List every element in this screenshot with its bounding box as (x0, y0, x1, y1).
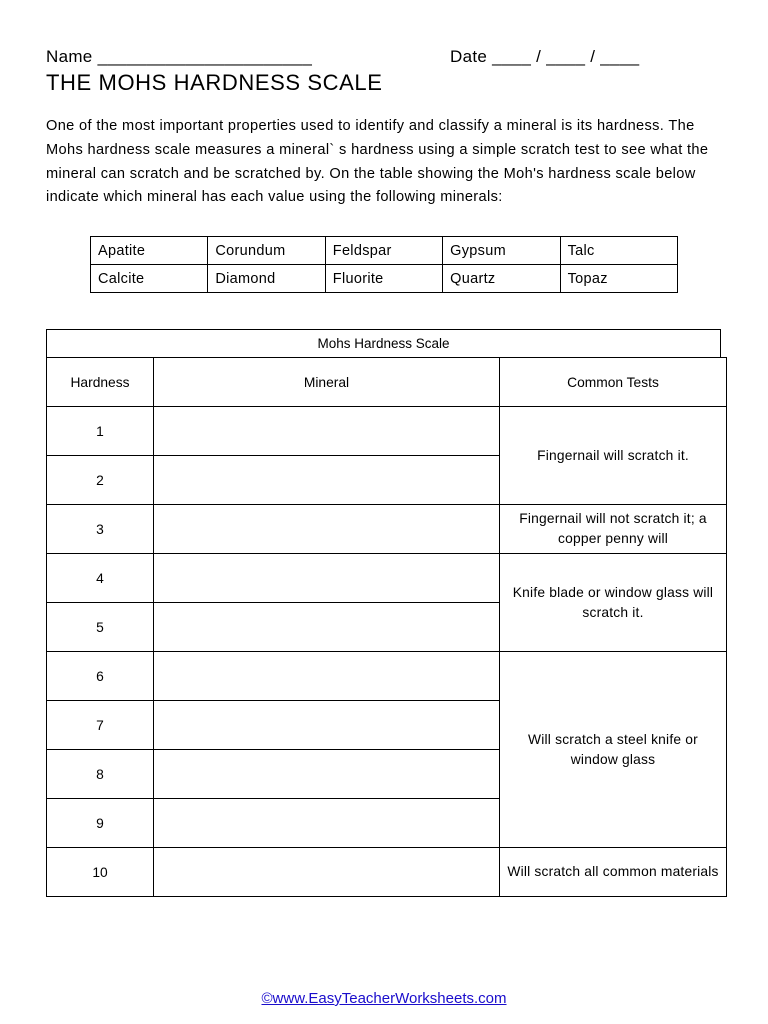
hardness-value: 8 (47, 750, 154, 799)
mineral-answer-cell[interactable] (154, 554, 500, 603)
mineral-cell: Fluorite (325, 265, 442, 293)
mineral-answer-cell[interactable] (154, 701, 500, 750)
mineral-cell: Corundum (208, 237, 325, 265)
mineral-cell: Quartz (443, 265, 560, 293)
common-test-cell: Will scratch all common materials (500, 848, 727, 897)
mineral-cell: Gypsum (443, 237, 560, 265)
hardness-value: 10 (47, 848, 154, 897)
hardness-value: 1 (47, 407, 154, 456)
hardness-scale-table (46, 357, 727, 897)
mineral-answer-cell[interactable] (154, 848, 500, 897)
table-row (47, 848, 727, 897)
table-header-row (47, 358, 727, 407)
name-field-label: Name ______________________ (46, 47, 313, 66)
mineral-list-row (91, 237, 678, 265)
date-field-label: Date ____ / ____ / ____ (450, 47, 640, 66)
mineral-answer-cell[interactable] (154, 505, 500, 554)
footer-website-link[interactable]: ©www.EasyTeacherWorksheets.com (261, 990, 507, 1007)
mineral-cell: Talc (560, 237, 677, 265)
mineral-cell: Feldspar (325, 237, 442, 265)
mineral-answer-cell[interactable] (154, 407, 500, 456)
mineral-cell: Apatite (91, 237, 208, 265)
hardness-value: 2 (47, 456, 154, 505)
mineral-cell: Diamond (208, 265, 325, 293)
mineral-cell: Calcite (91, 265, 208, 293)
page-title: THE MOHS HARDNESS SCALE (46, 70, 383, 95)
intro-paragraph: One of the most important properties used to identify and classify a mineral is its hardness. The Mohs hardness scale measures a mineral` s hardness using a simple scratch test to see what the mineral can scratch and be scratched by. On the table showing the Moh's hardness scale below indicate which mineral has each value using the following minerals: (46, 118, 709, 206)
common-test-cell: Fingernail will not scratch it; a copper penny will (500, 505, 727, 554)
mineral-list-row (91, 265, 678, 293)
common-test-cell: Will scratch a steel knife or window glass (500, 652, 727, 848)
hardness-value: 9 (47, 799, 154, 848)
hardness-value: 6 (47, 652, 154, 701)
scale-table-caption: Mohs Hardness Scale (46, 329, 721, 357)
footer (0, 990, 768, 1007)
mineral-answer-cell[interactable] (154, 652, 500, 701)
common-test-cell: Fingernail will scratch it. (500, 407, 727, 505)
mineral-column-header: Mineral (154, 358, 500, 407)
table-row (47, 554, 727, 603)
common-test-cell: Knife blade or window glass will scratch it. (500, 554, 727, 652)
hardness-value: 7 (47, 701, 154, 750)
table-row (47, 652, 727, 701)
hardness-column-header: Hardness (47, 358, 154, 407)
hardness-value: 4 (47, 554, 154, 603)
mineral-answer-cell[interactable] (154, 799, 500, 848)
common-tests-column-header: Common Tests (500, 358, 727, 407)
mineral-list-table (90, 236, 678, 293)
mineral-answer-cell[interactable] (154, 750, 500, 799)
mineral-answer-cell[interactable] (154, 603, 500, 652)
mineral-answer-cell[interactable] (154, 456, 500, 505)
table-row (47, 505, 727, 554)
mineral-cell: Topaz (560, 265, 677, 293)
hardness-value: 3 (47, 505, 154, 554)
table-row (47, 407, 727, 456)
hardness-value: 5 (47, 603, 154, 652)
